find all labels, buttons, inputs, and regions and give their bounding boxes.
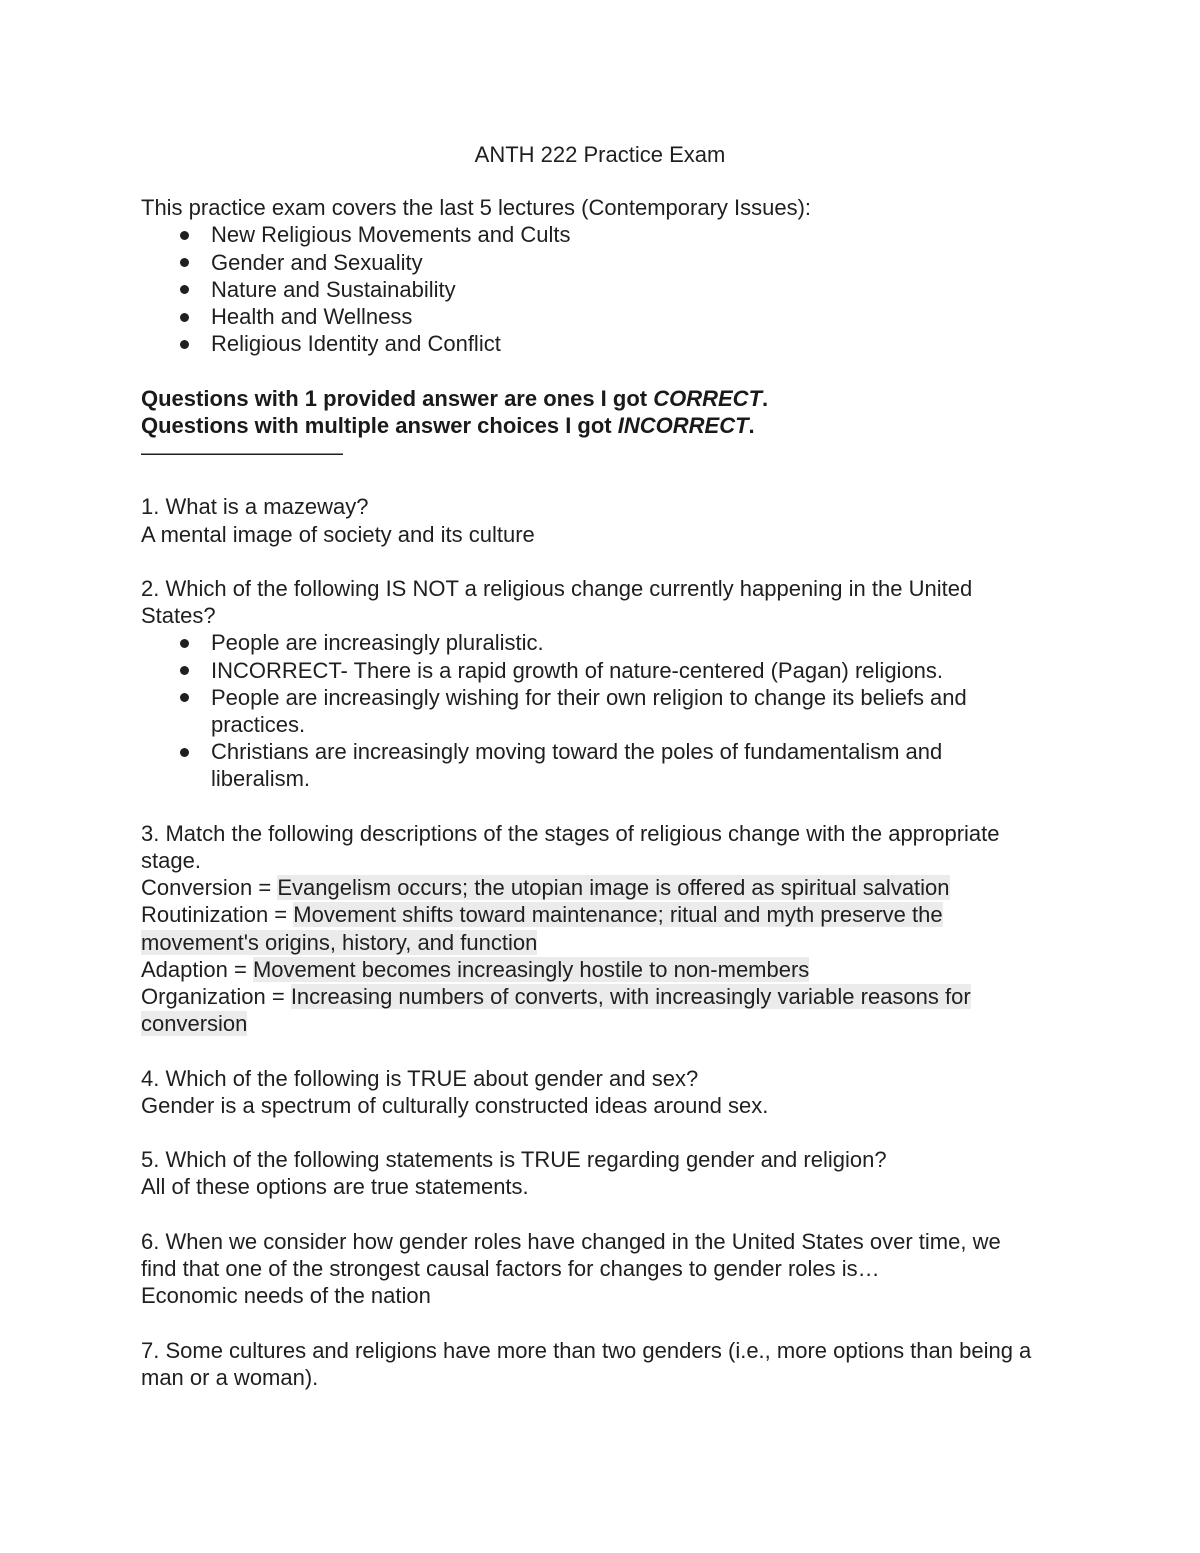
answer-5: All of these options are true statements. bbox=[141, 1174, 529, 1200]
list-item: Health and Wellness bbox=[141, 303, 1040, 330]
question-4: 4. Which of the following is TRUE about gender and sex? bbox=[141, 1065, 699, 1091]
intro-text: This practice exam covers the last 5 lectures (Contemporary Issues): bbox=[141, 195, 812, 221]
question-5: 5. Which of the following statements is TRUE regarding gender and religion? bbox=[141, 1147, 887, 1173]
list-item: Gender and Sexuality bbox=[141, 249, 1040, 276]
match-adaption: Adaption = Movement becomes increasingly hostile to non-members bbox=[141, 956, 810, 982]
divider-line: —————————— bbox=[141, 440, 341, 466]
list-item: Religious Identity and Conflict bbox=[141, 330, 1040, 357]
list-item: INCORRECT- There is a rapid growth of nature-centered (Pagan) religions. bbox=[141, 657, 1040, 684]
legend-incorrect: Questions with multiple answer choices I got INCORRECT. bbox=[141, 412, 755, 438]
question-2: 2. Which of the following IS NOT a religious change currently happening in the United States? bbox=[141, 576, 973, 629]
list-item: Nature and Sustainability bbox=[141, 276, 1040, 303]
answer-4: Gender is a spectrum of culturally constructed ideas around sex. bbox=[141, 1092, 769, 1118]
list-item: People are increasingly wishing for their own religion to change its beliefs and practices. bbox=[141, 684, 1040, 738]
list-item: Christians are increasingly moving toward the poles of fundamentalism and liberalism. bbox=[141, 738, 1040, 792]
list-item: People are increasingly pluralistic. bbox=[141, 629, 1040, 656]
document-title: ANTH 222 Practice Exam bbox=[474, 142, 726, 167]
question-7: 7. Some cultures and religions have more than two genders (i.e., more options than being a man or a woman). bbox=[141, 1337, 1032, 1390]
topic-list bbox=[141, 221, 1040, 357]
answer-6: Economic needs of the nation bbox=[141, 1283, 431, 1309]
match-organization: Organization = Increasing numbers of converts, with increasingly variable reasons for conversion bbox=[141, 984, 971, 1037]
answer-1: A mental image of society and its culture bbox=[141, 521, 535, 547]
list-item: New Religious Movements and Cults bbox=[141, 221, 1040, 248]
legend-correct: Questions with 1 provided answer are ones I got CORRECT. bbox=[141, 385, 769, 411]
question-1: 1. What is a mazeway? bbox=[141, 494, 369, 520]
question-6: 6. When we consider how gender roles have changed in the United States over time, we find that one of the strongest causal factors for changes to gender roles is… bbox=[141, 1228, 1001, 1282]
question-3: 3. Match the following descriptions of the stages of religious change with the appropriate stage. bbox=[141, 820, 1000, 874]
match-routinization: Routinization = Movement shifts toward maintenance; ritual and myth preserve the movement's origins, history, and function bbox=[141, 902, 943, 955]
question-2-options bbox=[141, 629, 1040, 792]
match-conversion: Conversion = Evangelism occurs; the utopian image is offered as spiritual salvation bbox=[141, 875, 950, 901]
